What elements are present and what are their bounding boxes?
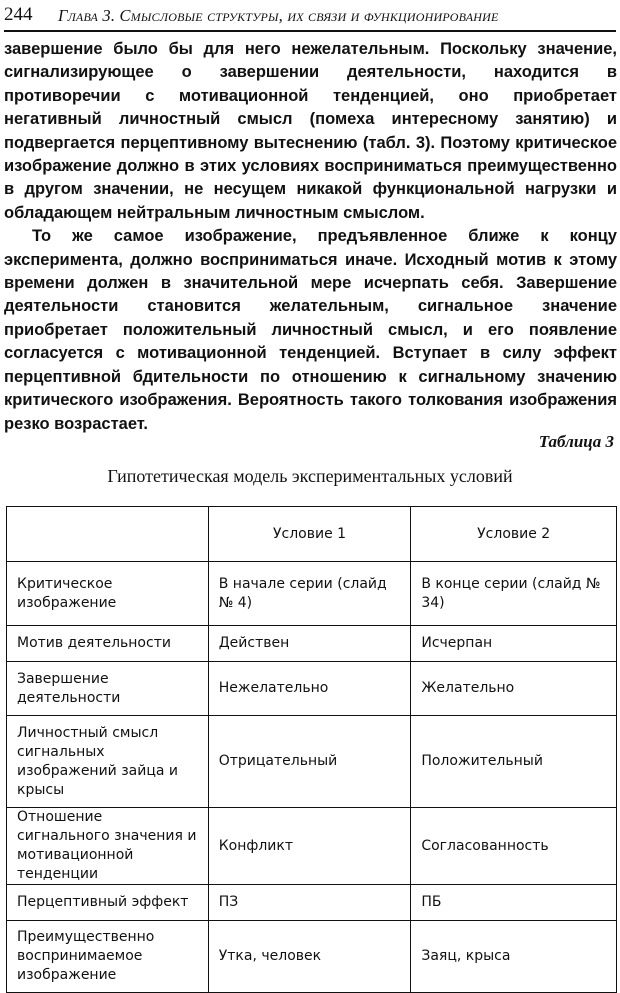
table-cell: Заяц, крыса [411, 921, 617, 993]
table-cell: В конце серии (слайд № 34) [411, 562, 617, 626]
table-cell: Согласованность [411, 808, 617, 885]
table-row [7, 716, 617, 808]
table-row [7, 808, 617, 885]
table-cell: Конфликт [208, 808, 411, 885]
body-text [4, 38, 617, 436]
paragraph-2: То же самое изображение, предъявленное ближе к концу эксперимента, должно восприниматься иначе. Исходный мотив к этому времени должен в значительной мере исчерпать себя. Завершение деятельности становится желательным, сигнальное значение приобретает положительный личностный смысл, и его появление согласуется с мотивационной тенденцией. Вступает в силу эффект перцептивной бдительности по отношению к сигнальному значению критического изображения. Вероятность такого толкования изображения резко возрастает. [4, 227, 617, 433]
conditions-table [6, 506, 617, 993]
row-label: Мотив деятельности [7, 626, 209, 662]
row-label: Перцептивный эффект [7, 885, 209, 921]
header-cell-condition-2: Условие 2 [411, 507, 617, 562]
table-row [7, 921, 617, 993]
table-label: Таблица 3 [538, 432, 614, 451]
table-caption: Гипотетическая модель экспериментальных условий [107, 466, 513, 486]
table-cell: В начале серии (слайд № 4) [208, 562, 411, 626]
table-cell: Нежелательно [208, 662, 411, 716]
row-label: Отношение сигнального значения и мотивационной тенденции [7, 808, 209, 885]
table-cell: Утка, человек [208, 921, 411, 993]
row-label: Завершение деятельности [7, 662, 209, 716]
paragraph-1: завершение было бы для него нежелательным. Поскольку значение, сигнализирующее о завершении деятельности, находится в противоречии с мотивационной тенденцией, оно приобретает негативный личностный смысл (помеха интересному занятию) и подвергается перцептивному вытеснению (табл. 3). Поэтому критическое изображение должно в этих условиях восприниматься преимущественно в другом значении, не несущем никакой функциональной нагрузки и обладающем нейтральным личностным смыслом. [4, 40, 617, 222]
table-header-row [7, 507, 617, 562]
table-cell: Действен [208, 626, 411, 662]
running-head-title: Глава 3. Смысловые структуры, их связи и функционирование [58, 6, 499, 25]
row-label: Критическое изображение [7, 562, 209, 626]
row-label: Личностный смысл сигнальных изображений зайца и крысы [7, 716, 209, 808]
table-cell: ПЗ [208, 885, 411, 921]
running-head [4, 4, 616, 30]
table-cell: Отрицательный [208, 716, 411, 808]
table-cell: Исчерпан [411, 626, 617, 662]
table-cell: Положительный [411, 716, 617, 808]
table-cell: Желательно [411, 662, 617, 716]
table-row [7, 562, 617, 626]
row-label: Преимущественно воспринимаемое изображение [7, 921, 209, 993]
table-row [7, 885, 617, 921]
header-cell-empty [7, 507, 209, 562]
table-cell: ПБ [411, 885, 617, 921]
table-row [7, 626, 617, 662]
page-number: 244 [4, 4, 33, 25]
header-cell-condition-1: Условие 1 [208, 507, 411, 562]
table-row [7, 662, 617, 716]
header-rule [4, 30, 616, 32]
